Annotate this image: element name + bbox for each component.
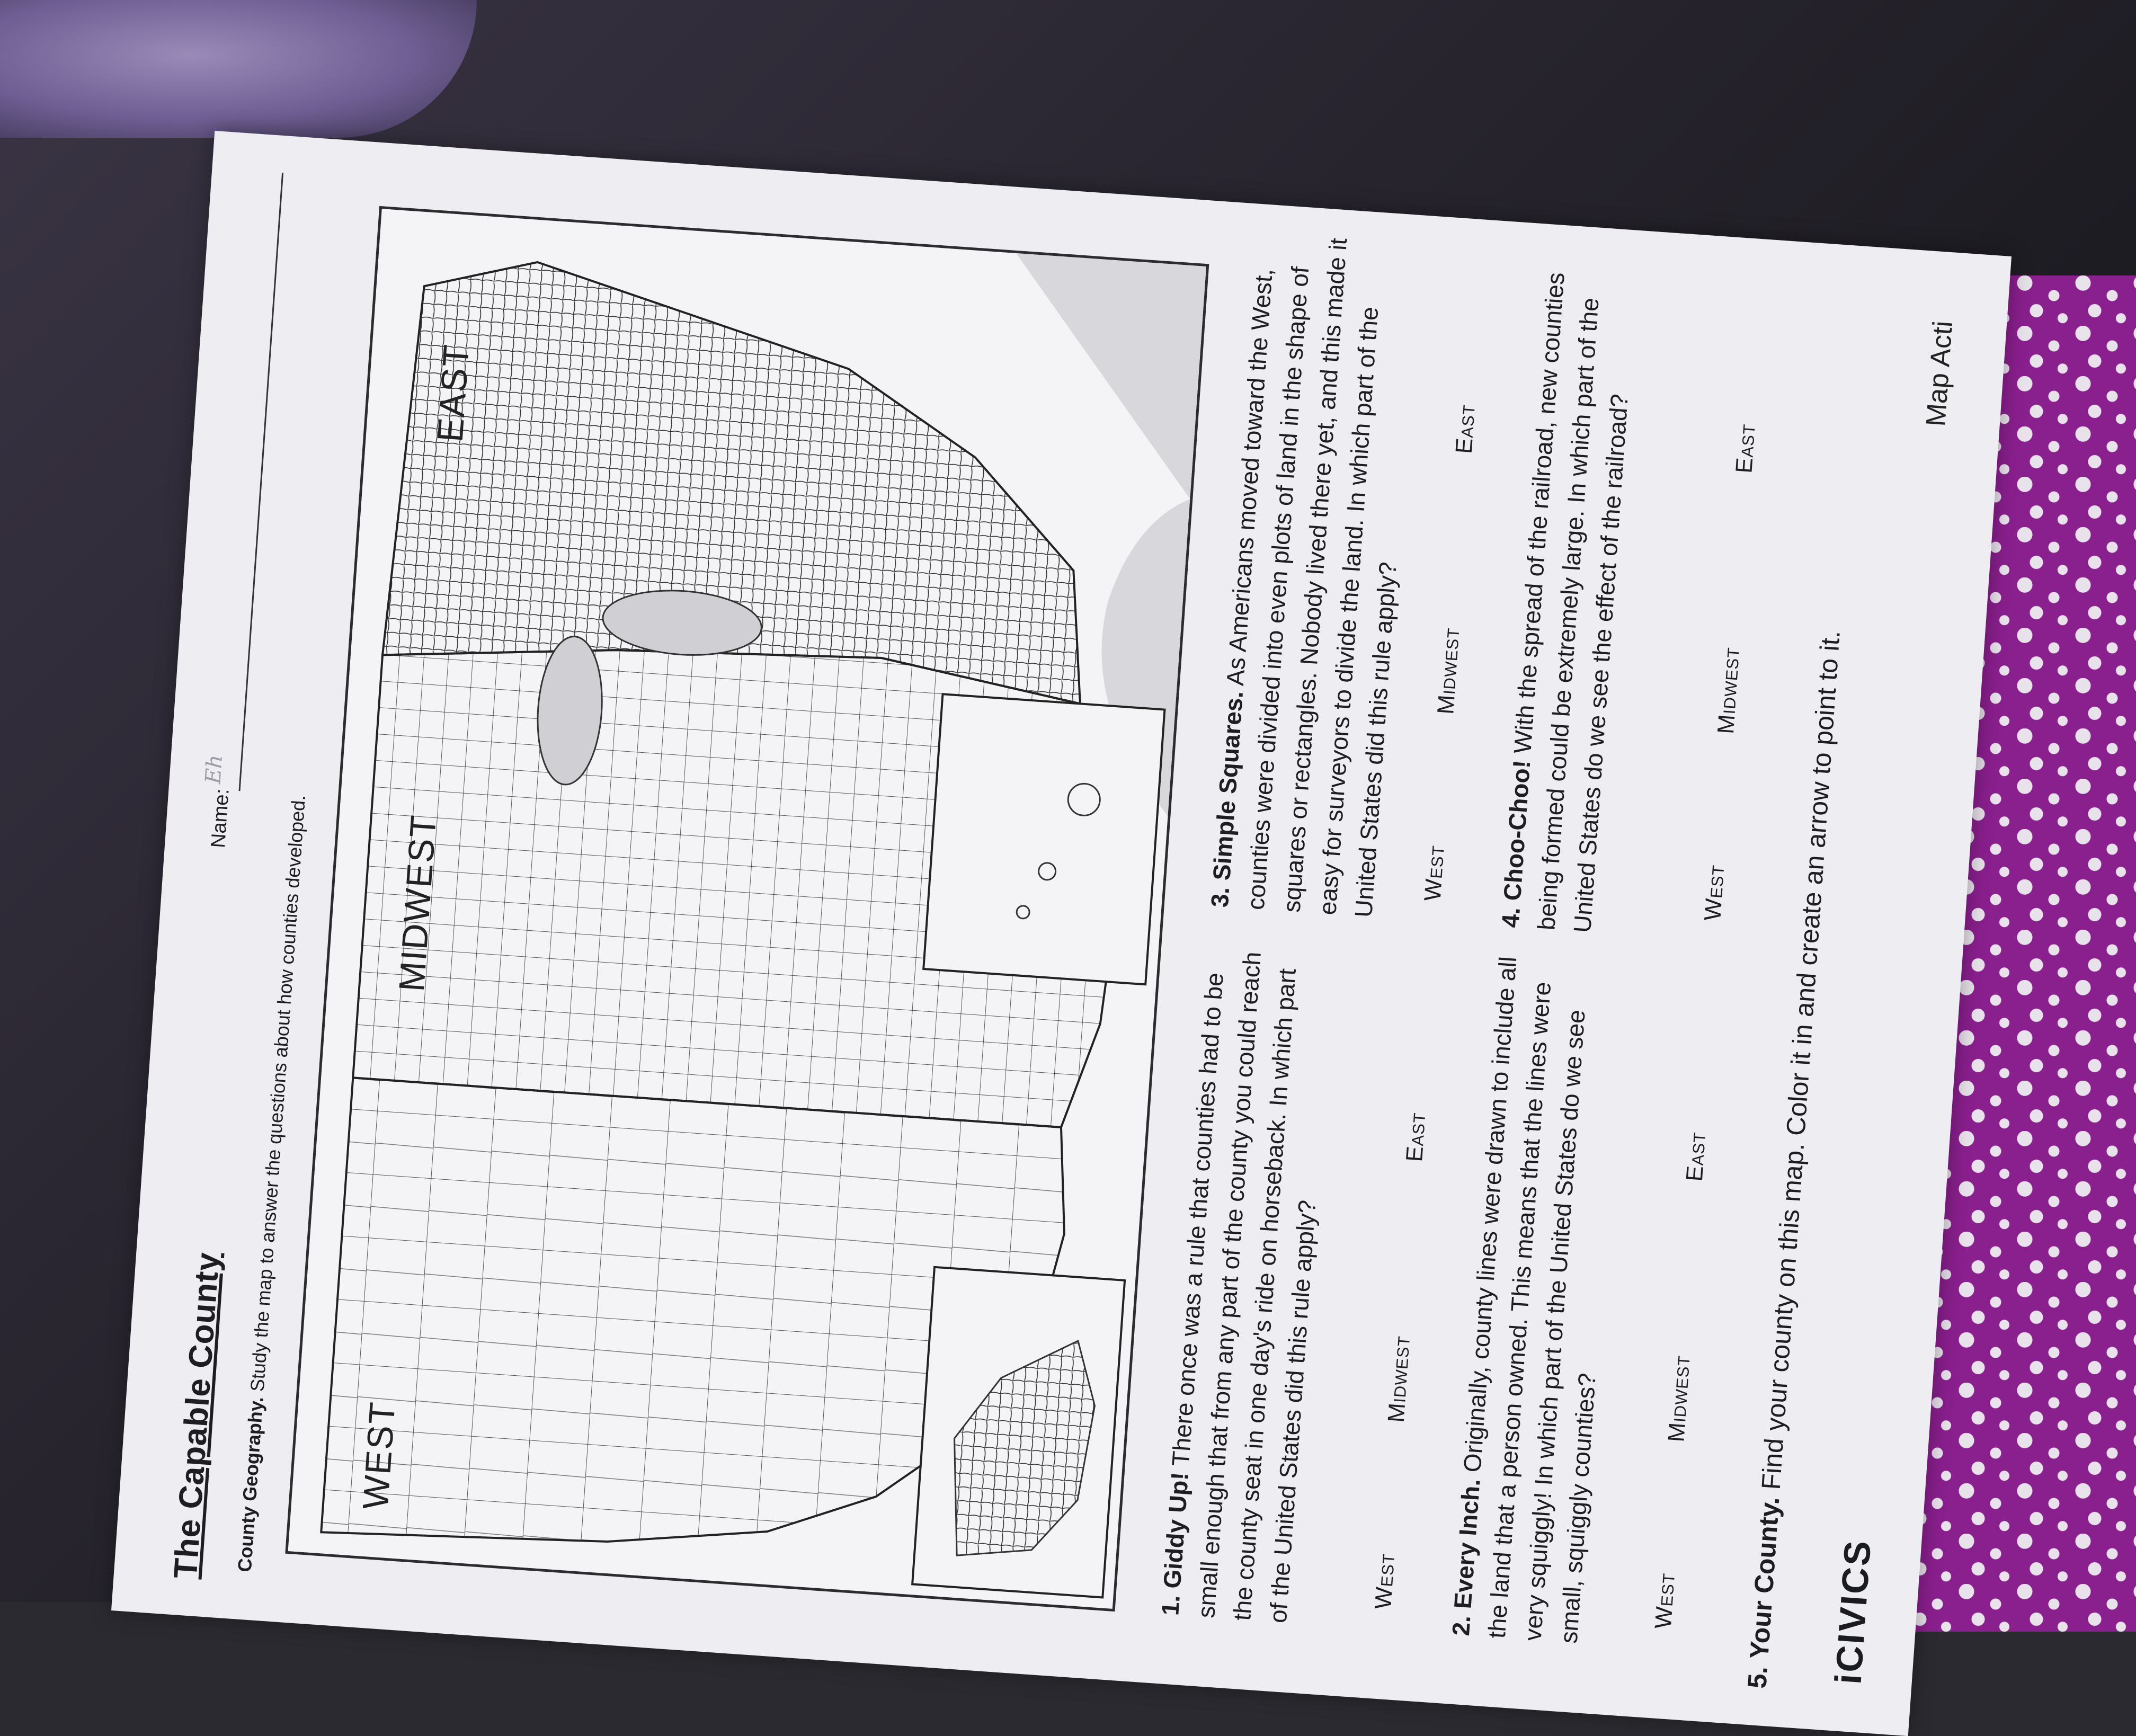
worksheet-page xyxy=(111,131,2012,1736)
subtitle-text: Study the map to answer the questions about how counties developed. xyxy=(246,794,310,1393)
county-map xyxy=(285,206,1209,1612)
worksheet-photo xyxy=(64,95,1959,1689)
page-title: The Capable County xyxy=(167,1251,227,1580)
q1-choices xyxy=(1370,974,1441,1610)
q4-choice-midwest[interactable]: Midwest xyxy=(1712,646,1745,735)
q1-choice-midwest[interactable]: Midwest xyxy=(1383,1334,1416,1423)
question-2 xyxy=(1443,948,1634,1645)
q3-choices xyxy=(1420,266,1491,902)
q5-heading: Your County. xyxy=(1744,1495,1785,1660)
q1-heading: Giddy Up! xyxy=(1158,1471,1194,1590)
map-label-east: EAST xyxy=(430,342,477,443)
q2-choice-midwest[interactable]: Midwest xyxy=(1663,1354,1695,1443)
q1-text: There once was a rule that counties had to be small enough that from any part of the county you could reach the county seat in one day's ride on horseback. In which part of the United States did this rule apply? xyxy=(1167,950,1321,1624)
q4-number: 4. xyxy=(1496,906,1525,929)
question-3 xyxy=(1202,229,1428,919)
q2-choice-west[interactable]: West xyxy=(1650,1572,1680,1630)
q3-text: As Americans moved toward the West, counties were divided into even plots of land in the shape of squares or rectangles. Nobody lived there yet, and this made it easy for surveyors to divide the land. In which part of the United States did this rule apply? xyxy=(1221,237,1402,919)
hawaii-inset xyxy=(923,694,1164,984)
q3-number: 3. xyxy=(1205,886,1235,909)
q5-text: Find your county on this map. Color it in and create an arrow to point to it. xyxy=(1756,629,1846,1491)
q4-choice-east[interactable]: East xyxy=(1731,423,1760,474)
question-4 xyxy=(1492,250,1647,934)
map-label-west: WEST xyxy=(355,1400,403,1511)
q2-choice-east[interactable]: East xyxy=(1681,1130,1711,1182)
subtitle-bold: County Geography. xyxy=(233,1396,268,1573)
q3-heading: Simple Squares. xyxy=(1207,690,1249,882)
q5-number: 5. xyxy=(1742,1665,1774,1689)
name-line xyxy=(238,173,283,791)
q1-choice-east[interactable]: East xyxy=(1401,1111,1431,1163)
map-label-midwest: MIDWEST xyxy=(391,813,444,993)
question-1 xyxy=(1152,943,1342,1624)
name-label: Name: xyxy=(207,788,234,849)
icivics-logo: iCIVICS xyxy=(1827,1538,1879,1686)
q1-choice-west[interactable]: West xyxy=(1370,1552,1400,1610)
name-field[interactable]: Eh xyxy=(201,754,228,785)
q4-heading: Choo-Choo! xyxy=(1498,759,1536,902)
footer-activity-label: Map Acti xyxy=(1920,319,1959,428)
q4-choice-west[interactable]: West xyxy=(1699,863,1730,922)
q2-choices xyxy=(1650,994,1721,1630)
q4-choices xyxy=(1699,286,1770,922)
q2-number: 2. xyxy=(1446,1614,1476,1637)
q4-text: With the spread of the railroad, new counties being formed could be extremely large. In which part of the United States do we see the effect of the railroad? xyxy=(1508,271,1634,934)
q1-number: 1. xyxy=(1156,1594,1185,1617)
q3-choice-midwest[interactable]: Midwest xyxy=(1432,626,1465,716)
q2-text: Originally, county lines were drawn to include all the land that a person owned. This means that the lines were very squiggly! In which part of the United States do we see small, squiggly counties? xyxy=(1458,955,1601,1644)
question-5 xyxy=(1741,261,1872,1689)
q2-heading: Every Inch. xyxy=(1448,1478,1485,1610)
q3-choice-east[interactable]: East xyxy=(1450,403,1481,455)
q3-choice-west[interactable]: West xyxy=(1419,844,1449,902)
